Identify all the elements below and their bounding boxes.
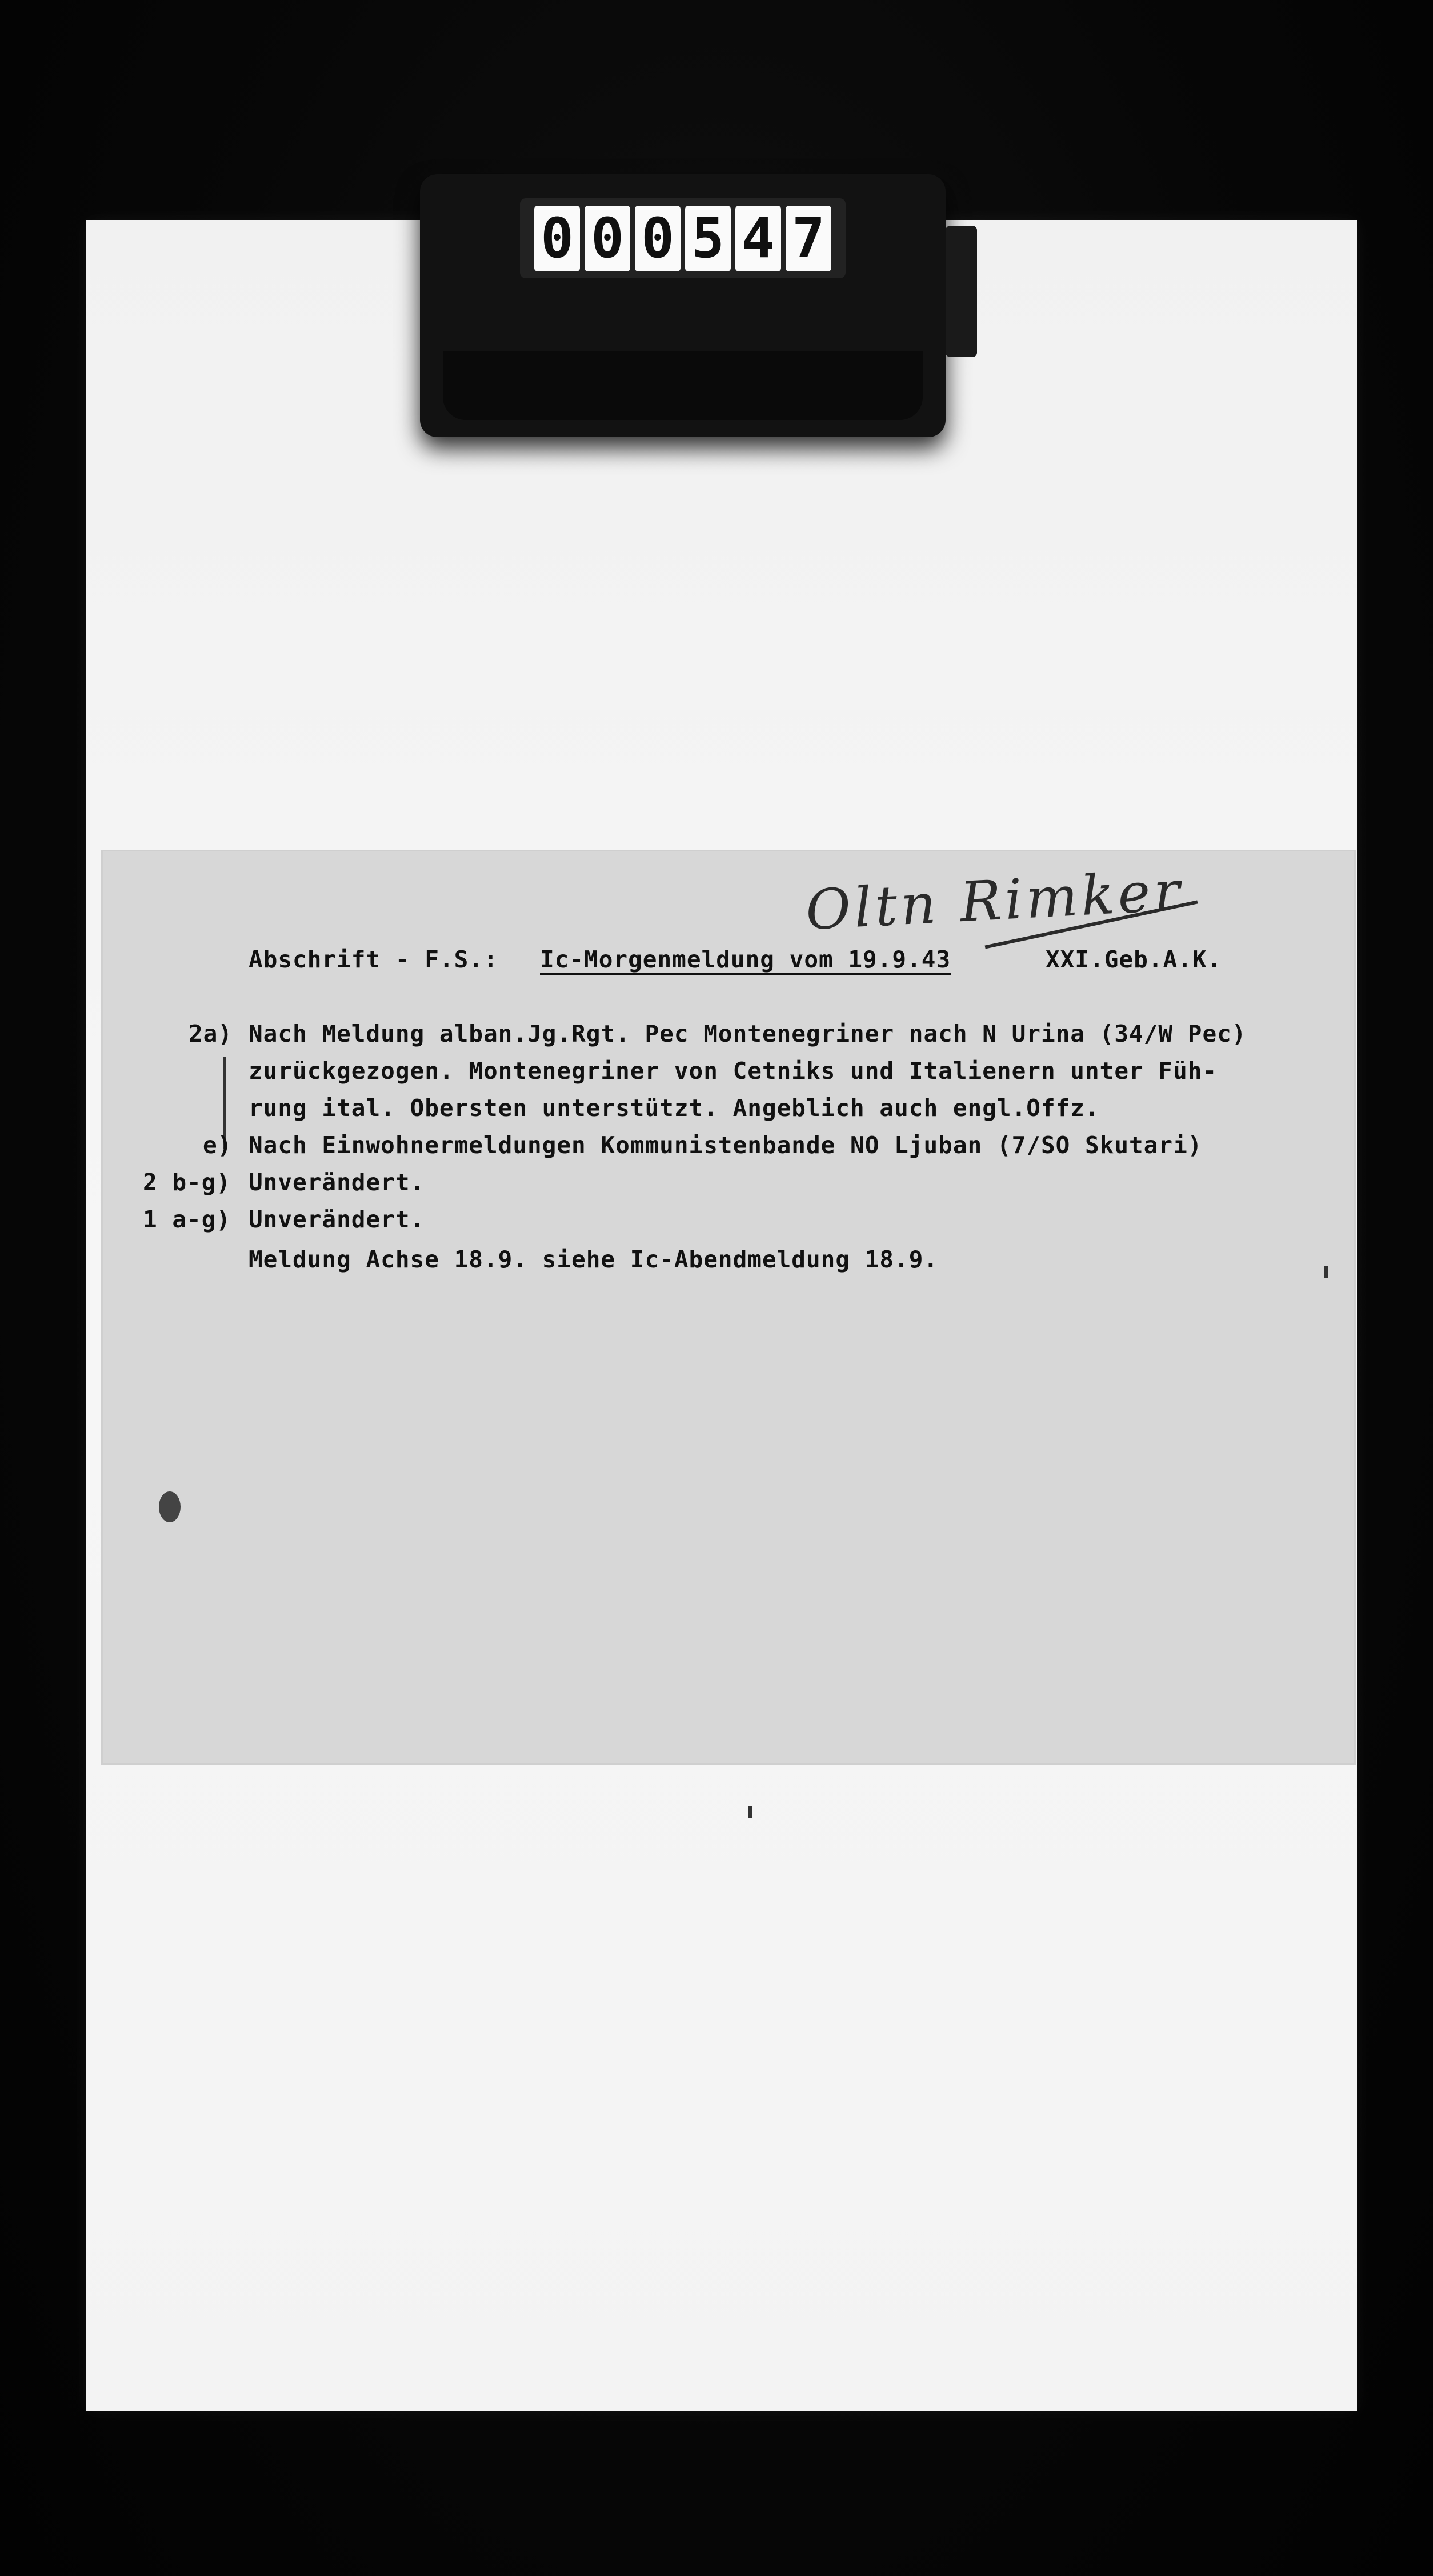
frame-counter-device bbox=[420, 174, 946, 437]
line-text: Nach Einwohnermeldungen Kommunistenbande NO Ljuban (7/SO Skutari) bbox=[249, 1131, 1203, 1159]
counter-digit: 5 bbox=[685, 206, 731, 271]
line-text: rung ital. Obersten unterstützt. Angeblich auch engl.Offz. bbox=[249, 1094, 1100, 1122]
line-text: Nach Meldung alban.Jg.Rgt. Pec Montenegriner nach N Urina (34/W Pec) bbox=[249, 1020, 1247, 1047]
document-card bbox=[103, 851, 1354, 1763]
line-text: zurückgezogen. Montenegriner von Cetniks und Italienern unter Füh- bbox=[249, 1057, 1218, 1085]
speck bbox=[1324, 1266, 1328, 1278]
header-title: Ic-Morgenmeldung vom 19.9.43 bbox=[540, 946, 951, 973]
line-marker: 1 a-g) bbox=[143, 1206, 231, 1233]
counter-digit: 4 bbox=[735, 206, 781, 271]
speck bbox=[748, 1806, 752, 1818]
line-marker: 2a) bbox=[189, 1020, 233, 1047]
counter-digit: 0 bbox=[585, 206, 630, 271]
counter-digit: 0 bbox=[534, 206, 580, 271]
header-left: Abschrift - F.S.: bbox=[249, 946, 498, 973]
counter-knob bbox=[946, 226, 977, 357]
punch-hole bbox=[159, 1491, 181, 1522]
line-text: Unverändert. bbox=[249, 1169, 425, 1196]
line-marker: e) bbox=[203, 1131, 233, 1159]
counter-digit: 7 bbox=[786, 206, 831, 271]
counter-base bbox=[443, 351, 923, 420]
line-text: Unverändert. bbox=[249, 1206, 425, 1233]
counter-digit: 0 bbox=[635, 206, 681, 271]
handwritten-note: Oltn Rimker bbox=[804, 858, 1185, 943]
counter-display bbox=[520, 198, 846, 278]
line-marker: 2 b-g) bbox=[143, 1169, 231, 1196]
header-right: XXI.Geb.A.K. bbox=[1046, 946, 1222, 973]
line-text: Meldung Achse 18.9. siehe Ic-Abendmeldung 18.9. bbox=[249, 1246, 939, 1273]
